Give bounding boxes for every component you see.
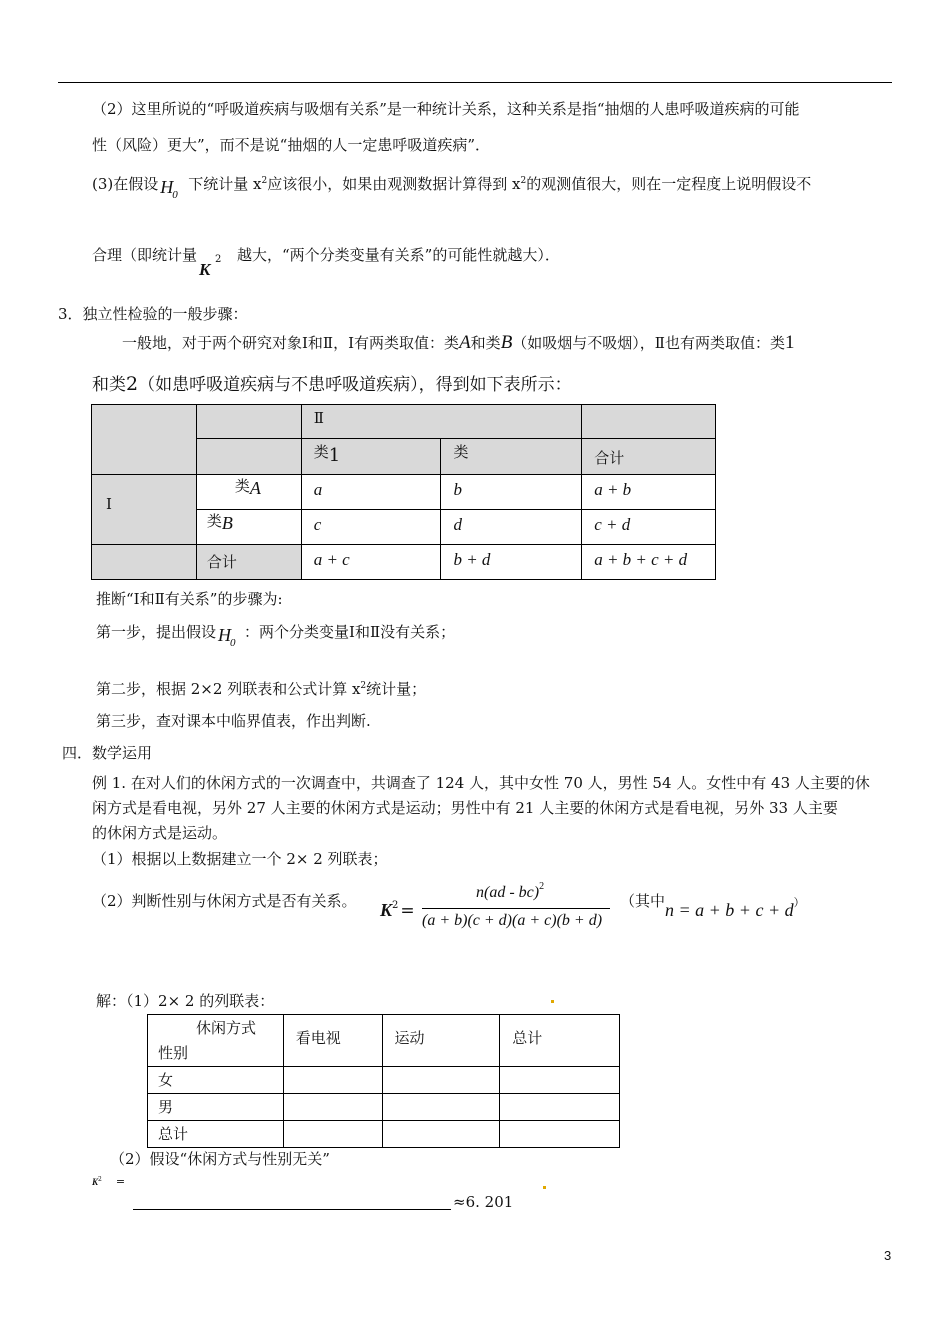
step-1: 第一步，提出假设 H 0 ：两个分类变量Ⅰ和Ⅱ没有关系； [96,623,456,649]
example-1-line2: 闲方式是看电视，另外 27 人主要的休闲方式是运动；男性中有 21 人主要的休闲方式是看电视，另外 33 人主要 [92,799,838,817]
section-3-title: 3．独立性检验的一般步骤： [58,305,248,323]
section-3-para-line2: 和类2（如患呼吸道疾病与不患呼吸道疾病），得到如下表所示： [92,373,572,395]
infer-steps-title: 推断“Ⅰ和Ⅱ有关系”的步骤为: [96,590,283,608]
header-class-1: 类1 [301,439,441,475]
step-3: 第三步，查对课本中临界值表，作出判断. [96,712,371,730]
row-class-A: 类A [196,475,301,510]
question-1: （1）根据以上数据建立一个 2× 2 列联表； [92,850,388,868]
formula-denominator: (a + b)(c + d)(a + c)(b + d) [422,912,603,929]
solution-1: 解：（1）2× 2 的列联表： [96,992,275,1010]
stray-mark-2 [543,1186,546,1189]
blank-line [133,1209,451,1210]
page-number: 3 [884,1248,892,1263]
leisure-table: 休闲方式 性别 看电视 运动 总计 女 男 总计 [147,1014,620,1148]
para-2-line1: （2）这里所说的“呼吸道疾病与吸烟有关系”是一种统计关系，这种关系是指“抽烟的人患呼吸道疾病的可能 [92,100,800,118]
formula-numerator: n(ad - bc)$^2$ [476,881,545,901]
formula-k2: $K^2$ = [380,900,415,921]
solution-2: （2）假设“休闲方式与性别无关” [110,1150,330,1168]
row-total: 合计 [196,545,301,580]
header-total: 合计 [582,439,716,475]
small-k2: $K^2$ = [92,1175,126,1188]
step-2: 第二步，根据 2×2 列联表和公式计算 $x^2$统计量； [96,680,427,698]
stray-mark [551,1000,554,1003]
contingency-table: Ⅱ 类1 类 合计 Ⅰ 类A a b a + b 类B c d c + d 合计 a + c b + d a + b + c + d [91,404,716,580]
row-header-I: Ⅰ [92,475,197,545]
section-3-para-line1: 一般地，对于两个研究对象Ⅰ和Ⅱ，Ⅰ有两类取值：类A和类B（如吸烟与不吸烟），Ⅱ也有两类取值：类1 [122,332,795,353]
leisure-table-corner: 休闲方式 性别 [148,1015,284,1067]
example-1-line1: 例 1. 在对人们的休闲方式的一次调查中，共调查了 124 人，其中女性 70 人，男性 54 人。女性中有 43 人主要的休 [92,774,870,792]
para-3-line1: (3)在假设 H 0 下统计量 $x^2$应该很小，如果由观测数据计算得到 $x^2$的观测值很大，则在一定程度上说明假设不 [92,175,812,201]
fraction-bar [422,908,610,909]
question-2: （2）判断性别与休闲方式是否有关系。 [92,892,357,910]
approx-value: ≈6. 201 [453,1193,514,1211]
header-rule [58,82,892,83]
header-II: Ⅱ [301,405,582,439]
table-corner [92,405,197,475]
header-class-2: 类 [441,439,582,475]
para-3-line2: 合理（即统计量 K 2 越大，“两个分类变量有关系”的可能性就越大）． [92,246,560,279]
example-1-line3: 的休闲方式是运动。 [92,824,228,842]
formula-note: （其中n = a + b + c + d） [620,892,805,920]
row-class-B: 类B [196,510,301,545]
para-2-line2: 性（风险）更大”，而不是说“抽烟的人一定患呼吸道疾病”． [92,136,491,154]
section-4-title: 四．数学运用 [62,744,153,762]
